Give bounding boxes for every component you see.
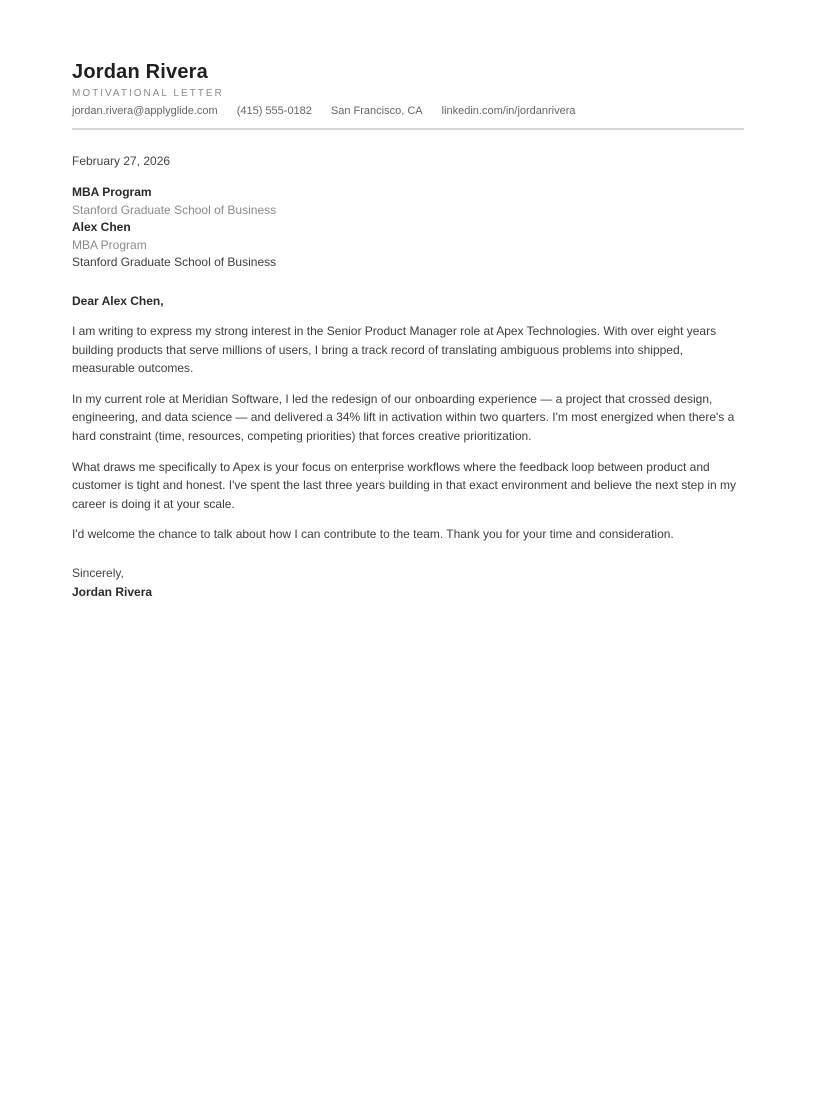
contact-location: San Francisco, CA	[330, 105, 423, 117]
recipient-contact-name: Alex Chen	[72, 220, 131, 234]
letter-date: February 27, 2026	[72, 154, 171, 168]
closing-block	[72, 564, 744, 601]
body-paragraph-1: I am writing to express my strong interest in the Senior Product Manager role at Apex Technologies. With over eight years building products that serve millions of users, I bring a track record of translating ambiguous problems into shipped, measurable outcomes.	[72, 324, 717, 376]
applicant-name: Jordan Rivera	[72, 61, 208, 83]
salutation: Dear Alex Chen,	[72, 293, 164, 308]
body-paragraph-4: I'd welcome the chance to talk about how I can contribute to the team. Thank you for your time and consideration.	[72, 527, 674, 542]
recipient-program: MBA Program	[72, 185, 152, 199]
body-paragraph-2: In my current role at Meridian Software, I led the redesign of our onboarding experience — a project that crossed design, engineering, and data science — and delivered a 34% lift in activation within two quarters. I'm most energized when there's a hard constraint (time, resources, competing priorities) that forces creative prioritization.	[72, 391, 735, 444]
contact-email: jordan.rivera@applyglide.com	[72, 105, 218, 117]
header-divider	[72, 128, 744, 130]
body-paragraph-3: What draws me specifically to Apex is your focus on enterprise workflows where the feedback loop between product and customer is tight and honest. I've spent the last three years building in that exact environment and believe the next step in my career is doing it at your scale.	[72, 459, 737, 511]
signature-name: Jordan Rivera	[72, 584, 153, 599]
recipient-school: Stanford Graduate School of Business	[72, 202, 277, 217]
letter-header	[72, 61, 744, 130]
contact-row	[72, 105, 744, 118]
letter-body	[72, 152, 744, 601]
closing-word: Sincerely,	[72, 566, 124, 581]
recipient-program-repeat: MBA Program	[72, 237, 147, 252]
recipient-school-repeat: Stanford Graduate School of Business	[72, 255, 277, 269]
recipient-block	[72, 184, 744, 272]
contact-linkedin: linkedin.com/in/jordanrivera	[441, 105, 576, 117]
document-type-label: MOTIVATIONAL LETTER	[72, 88, 224, 99]
contact-phone: (415) 555-0182	[236, 105, 312, 117]
